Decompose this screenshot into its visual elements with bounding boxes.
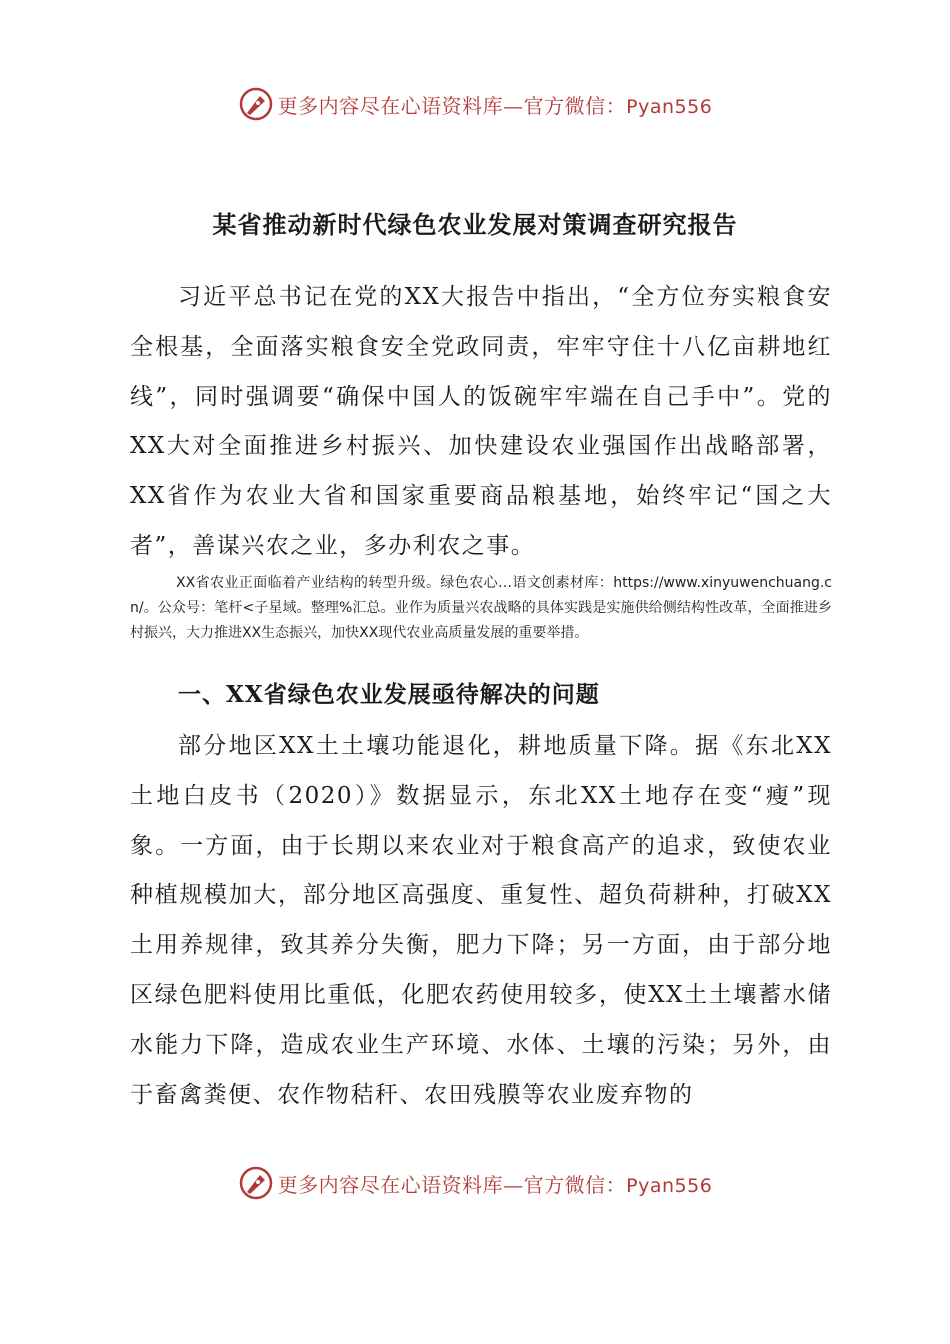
footer-banner [0, 1163, 950, 1203]
section-heading: 一、XX省绿色农业发展亟待解决的问题 [178, 681, 600, 708]
intro-paragraph: 习近平总书记在党的XX大报告中指出，“全方位夯实粮食安全根基，全面落实粮食安全党政同责，牢牢守住十八亿亩耕地红线”，同时强调要“确保中国人的饭碗牢牢端在自己手中”。党的XX大对全面推进乡村振兴、加快建设农业强国作出战略部署，XX省作为农业大省和国家重要商品粮基地，始终牢记“国之大者”，善谋兴农之业，多办利农之事。 [130, 284, 832, 559]
banner-text: 更多内容尽在心语资料库—官方微信：Pyan556 [277, 93, 713, 118]
section-paragraph: 部分地区XX土土壤功能退化，耕地质量下降。据《东北XX土地白皮书（2020）》数据显示，东北XX土地存在变“瘦”现象。一方面，由于长期以来农业对于粮食高产的追求，致使农业种植规模加大，部分地区高强度、重复性、超负荷耕种，打破XX土用养规律，致其养分失衡，肥力下降；另一方面，由于部分地区绿色肥料使用比重低，化肥农药使用较多，使XX土土壤蓄水储水能力下降，造成农业生产环境、水体、土壤的污染；另外，由于畜禽粪便、农作物秸秆、农田残膜等农业废弃物的 [130, 733, 832, 1108]
page-title: 某省推动新时代绿色农业发展对策调查研究报告 [212, 210, 738, 239]
banner-wechat-id: Pyan556 [626, 1174, 713, 1197]
small-print-paragraph: XX省农业正面临着产业结构的转型升级。绿色农心…语文创素材库：https://www.xinyuwenchuang.cn/。公众号：笔杆<子星域。整理%汇总。业作为质量兴农战略的具体实践是实施供给侧结构性改革，全面推进乡村振兴，大力推进XX生态振兴，加快XX现代农业高质量发展的重要举措。 [130, 575, 832, 641]
pen-nib-seal-icon [238, 1165, 274, 1201]
banner-text: 更多内容尽在心语资料库—官方微信：Pyan556 [277, 1172, 713, 1197]
header-banner [0, 84, 950, 124]
pen-nib-seal-icon [238, 86, 274, 122]
banner-wechat-id: Pyan556 [626, 95, 713, 118]
